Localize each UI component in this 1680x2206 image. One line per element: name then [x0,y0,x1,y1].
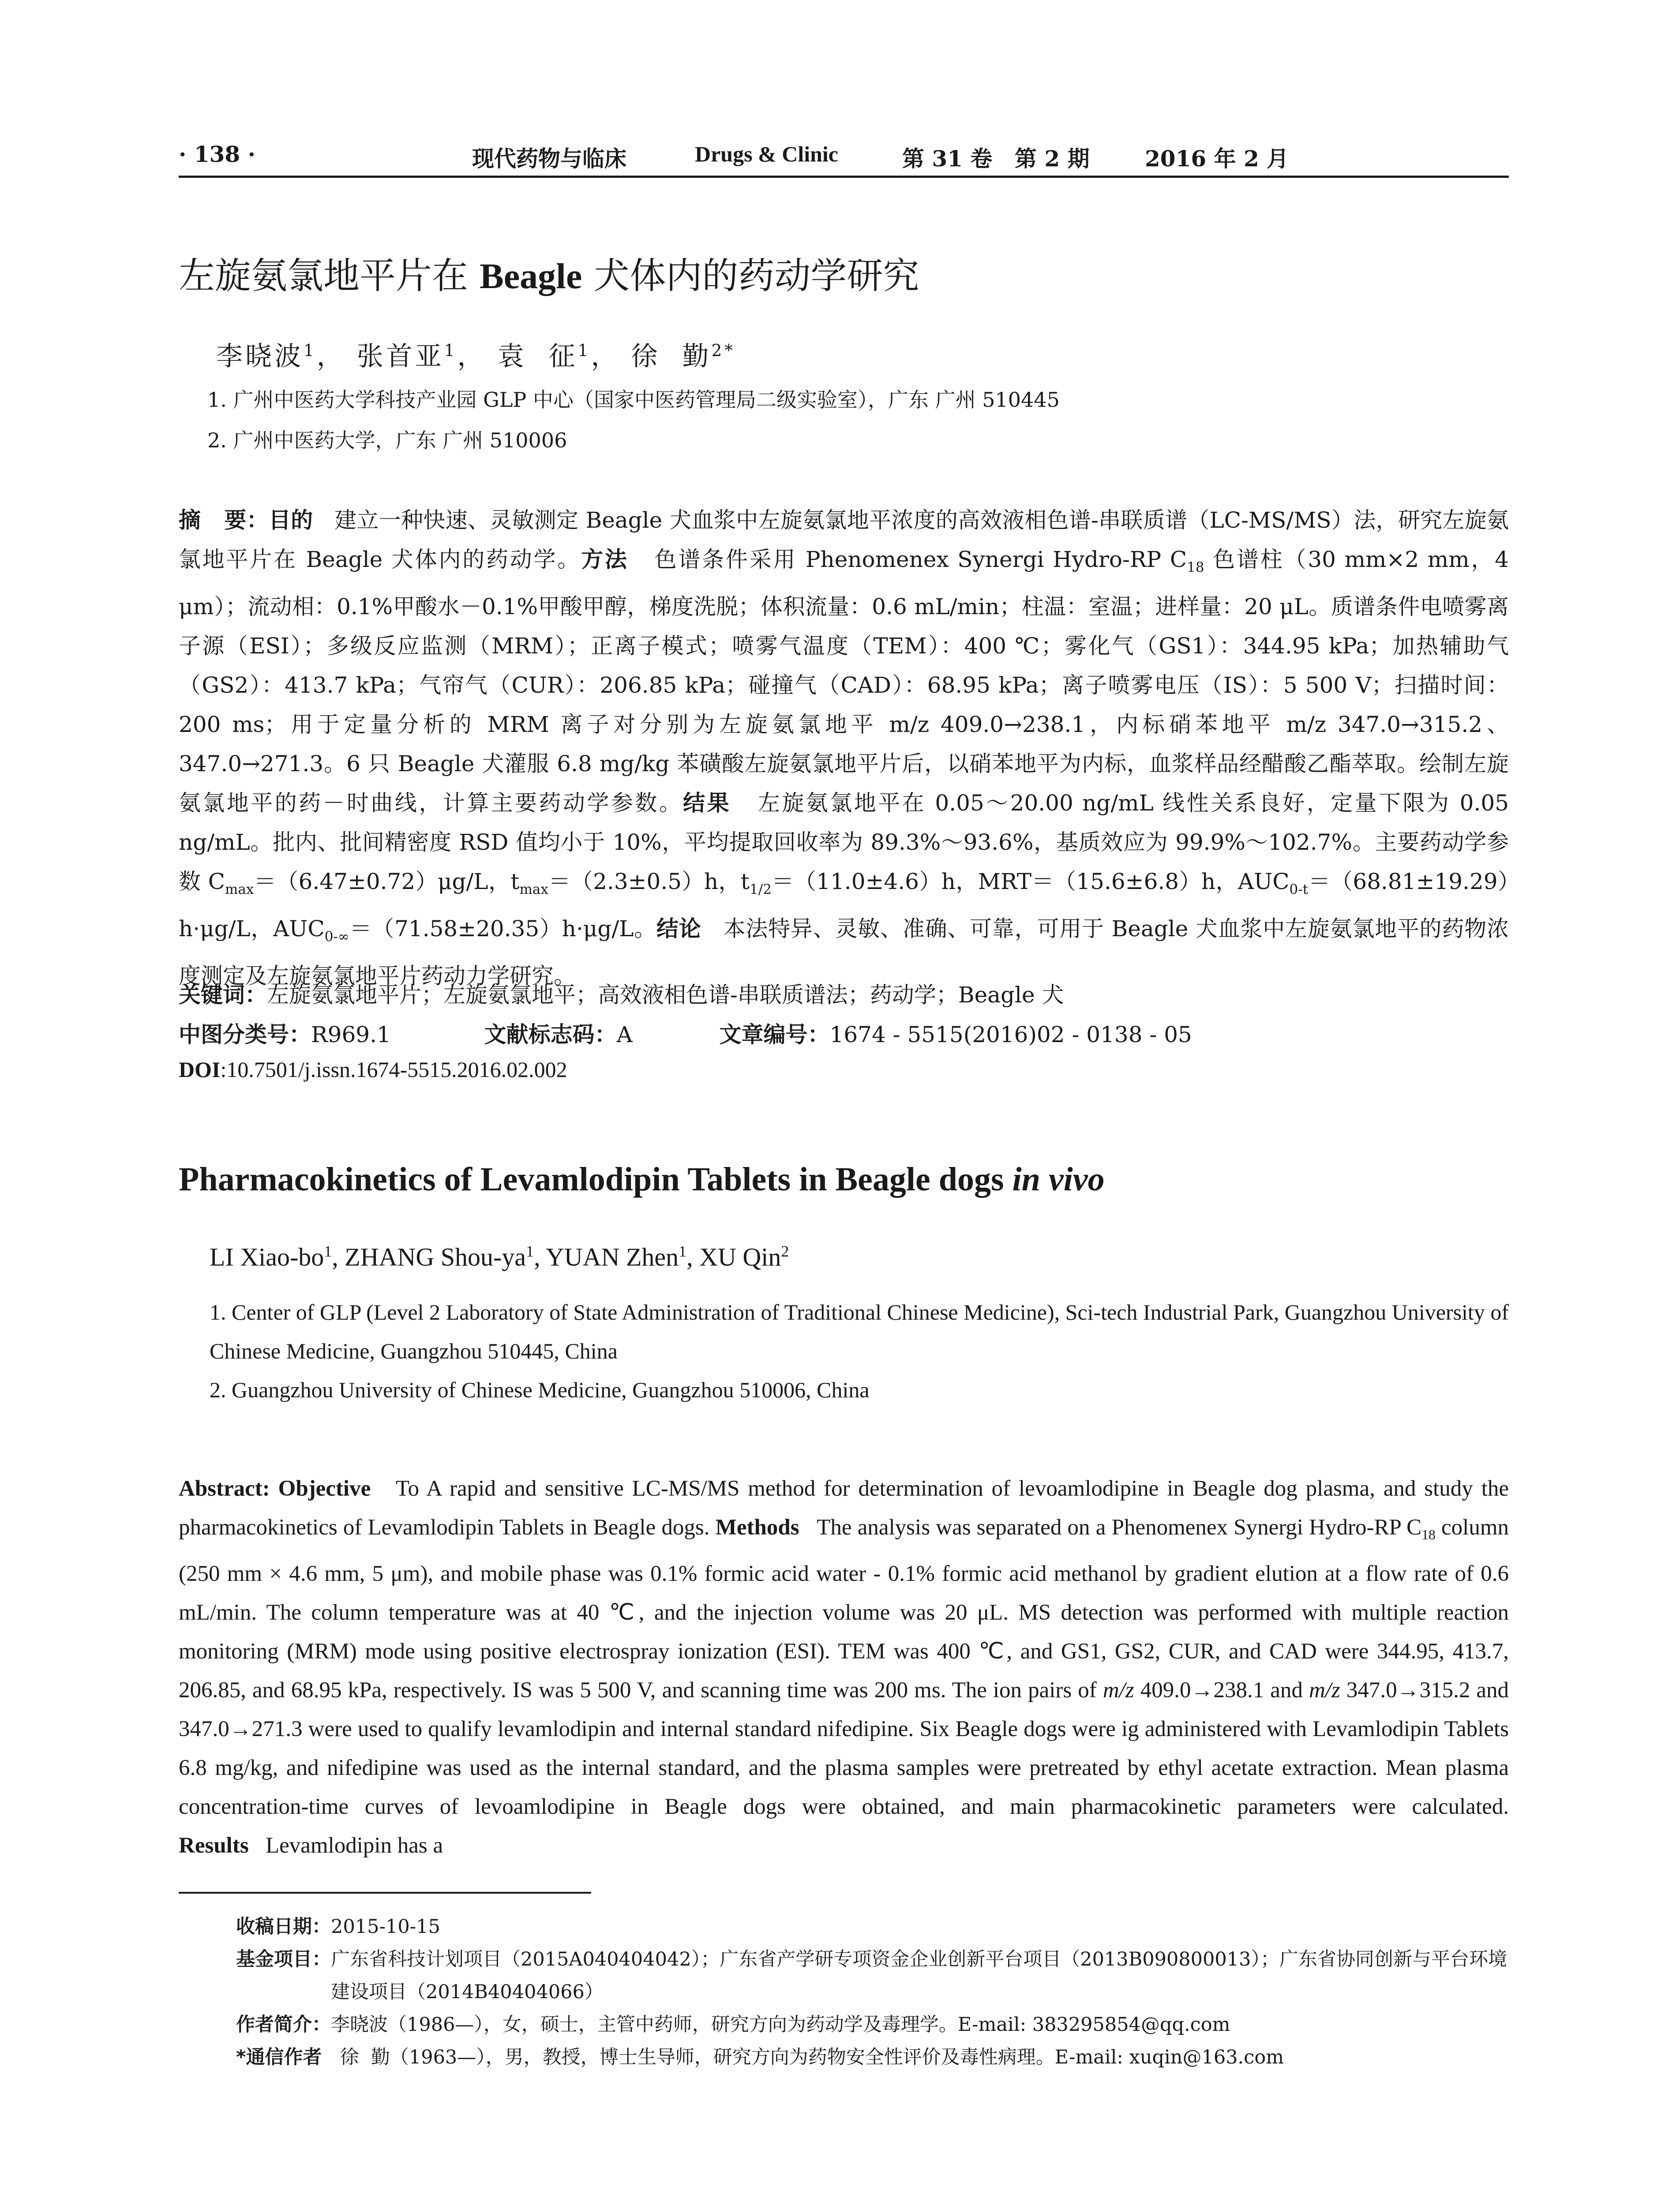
page-number: · 138 · [179,141,255,167]
affiliation-cn-1: 1. 广州中医药大学科技产业园 GLP 中心（国家中医药管理局二级实验室），广东 广州 510445 [207,388,1060,412]
footnote-corresponding: *通信作者 徐 勤（1963—），男，教授，博士生导师，研究方向为药物安全性评价及毒性病理。E-mail: xuqin@163.com [236,2046,1284,2068]
affiliation-en-1: 1. Center of GLP (Level 2 Laboratory of State Administration of Traditional Chinese Medicine), Sci-tech Industrial Park, Guangzhou University of Chinese Medicine, Guangzhou 510445, China [210,1300,1509,1363]
journal-issue: 第 2 期 [1015,146,1090,172]
journal-date: 2016 年 2 月 [1145,146,1289,172]
authors-en: LI Xiao-$bo^1$, ZHANG Shou-$ya^1$, YUAN Zhen$^1$, XU Qin$^2$ [210,1242,789,1272]
doi: DOI:10.7501/j.issn.1674-5515.2016.02.002 [179,1057,567,1082]
keywords: 关键词：左旋氨氯地平片；左旋氨氯地平；高效液相色谱-串联质谱法；药动学；Beagle 犬 [179,982,1064,1008]
abstract-en: Abstract: Objective To A rapid and sensitive LC-MS/MS method for determination of levoamlodipine in Beagle dog plasma, and study the pharmacokinetics of Levamlodipin Tablets in Beagle dogs. Methods The analysis was separated on a Phenomenex Synergi Hydro-RP $C_{18}$ column (250 mm × 4.6 mm, 5 μm), and mobile phase was 0.1% formic acid water - 0.1% formic acid methanol by gradient elution at a flow rate of 0.6 mL/min. The column temperature was at 40 ℃, and the injection volume was 20 μL. MS detection was performed with multiple reaction monitoring (MRM) mode using positive electrospray ionization (ESI). TEM was 400 ℃, and GS1, GS2, CUR, and CAD were 344.95, 413.7, 206.85, and 68.95 kPa, respectively. IS was 5 500 V, and scanning time was 200 ms. The ion pairs of m/z 409.0→238.1 and m/z 347.0→315.2 and 347.0→271.3 were used to qualify levamlodipin and internal standard nifedipine. Six Beagle dogs were ig administered with Levamlodipin Tablets 6.8 mg/kg, and nifedipine was used as the internal standard, and the plasma samples were pretreated by ethyl acetate extraction. Mean plasma concentration-time curves of levoamlodipine in Beagle dogs were obtained, and main pharmacokinetic parameters were calculated. Results Levamlodipin has a [179,1476,1509,1858]
affiliation-en-2: 2. Guangzhou University of Chinese Medicine, Guangzhou 510006, China [210,1377,870,1402]
journal-name-en: Drugs & Clinic [695,142,838,166]
author-name: YUAN Zhen [545,1242,679,1272]
footnote-author: 作者简介：李晓波（1986—），女，硕士，主管中药师，研究方向为药动学及毒理学。E-mail: 383295854@qq.com [236,2014,1230,2036]
article-title-cn: 左旋氨氯地平片在 Beagle 犬体内的药动学研究 [179,255,919,297]
abstract-cn: 摘 要：目的 建立一种快速、灵敏测定 Beagle 犬血浆中左旋氨氯地平浓度的高效液相色谱-串联质谱（LC-MS/MS）法，研究左旋氨氯地平片在 Beagle 犬体内的药动学。方法 色谱条件采用 Phenomenex Synergi Hydro-RP $C_{18}$ 色谱柱（30 mm×2 mm，4 μm）；流动相：0.1%甲酸水－0.1%甲酸甲醇，梯度洗脱；体积流量：0.6 mL/min；柱温：室温；进样量：20 μL。质谱条件电喷雾离子源（ESI）；多级反应监测（MRM）；正离子模式；喷雾气温度（TEM）：400 ℃；雾化气（GS1）：344.95 kPa；加热辅助气（GS2）：413.7 kPa；气帘气（CUR）：206.85 kPa；碰撞气（CAD）：68.95 kPa；离子喷雾电压（IS）：5 500 V；扫描时间：200 ms；用于定量分析的 MRM 离子对分别为左旋氨氯地平 m/z 409.0→238.1，内标硝苯地平 m/z 347.0→315.2、347.0→271.3。6 只 Beagle 犬灌服 6.8 mg/kg 苯磺酸左旋氨氯地平片后，以硝苯地平为内标，血浆样品经醋酸乙酯萃取。绘制左旋氨氯地平的药－时曲线，计算主要药动学参数。结果 左旋氨氯地平在 0.05～20.00 ng/mL 线性关系良好，定量下限为 0.05 ng/mL。批内、批间精密度 RSD 值均小于 10%，平均提取回收率为 89.3%～93.6%，基质效应为 99.9%～102.7%。主要药动学参数 $C_{max}=(6.47\pm 0.72)\mu g/L$，$t_{max}=(2.3\pm 0.5)h$，$t_{1/2}=(11.0\pm 4.6)h$，MRT＝（15.6±6.8）h，$AUC_{0-t}=(68.81\pm 19.29)h\cdot\mu g/L$，$AUC_{0-\infty}=(71.58\pm 20.35)h\cdot\mu g/L$。结论 本法特异、灵敏、准确、可靠，可用于 Beagle 犬血浆中左旋氨氯地平的药物浓度测定及左旋氨氯地平片药动力学研究。 [179,507,1509,989]
header-rule [179,176,1509,178]
author-name: LI Xiao-bo [210,1242,324,1272]
authors-cn: 李晓波$^1$， 张首亚$^1$， 袁 征$^1$， 徐 勤$^{2*}$ [216,341,735,372]
author-name: 袁 征 [497,341,578,372]
abstract-label: 摘 要： [179,507,269,533]
article-title-en: Pharmacokinetics of Levamlodipin Tablets in Beagle dogs in vivo [179,1161,1105,1198]
author-name: 张首亚 [356,341,444,372]
author-name: 李晓波 [216,341,304,372]
journal-volume: 第 31 卷 [902,146,993,172]
affiliation-cn-2: 2. 广州中医药大学，广东 广州 510006 [207,428,567,452]
author-name: XU Qin [699,1242,781,1272]
footnote-rule [179,1892,591,1894]
footnote-received: 收稿日期：2015-10-15 [236,1916,440,1938]
author-name: ZHANG Shou-ya [345,1242,526,1272]
classification-line: 中图分类号：R969.1 文献标志码：A 文章编号：1674 - 5515(2016)02 - 0138 - 05 [179,1022,1192,1047]
footnote-fund: 基金项目： 广东省科技计划项目（2015A040404042）；广东省产学研专项资金企业创新平台项目（2013B090800013）；广东省协同创新与平台环境建设项目（2014B40404066） [236,1948,1507,2003]
journal-name-cn: 现代药物与临床 [472,146,626,172]
author-name: 徐 勤 [631,341,712,372]
